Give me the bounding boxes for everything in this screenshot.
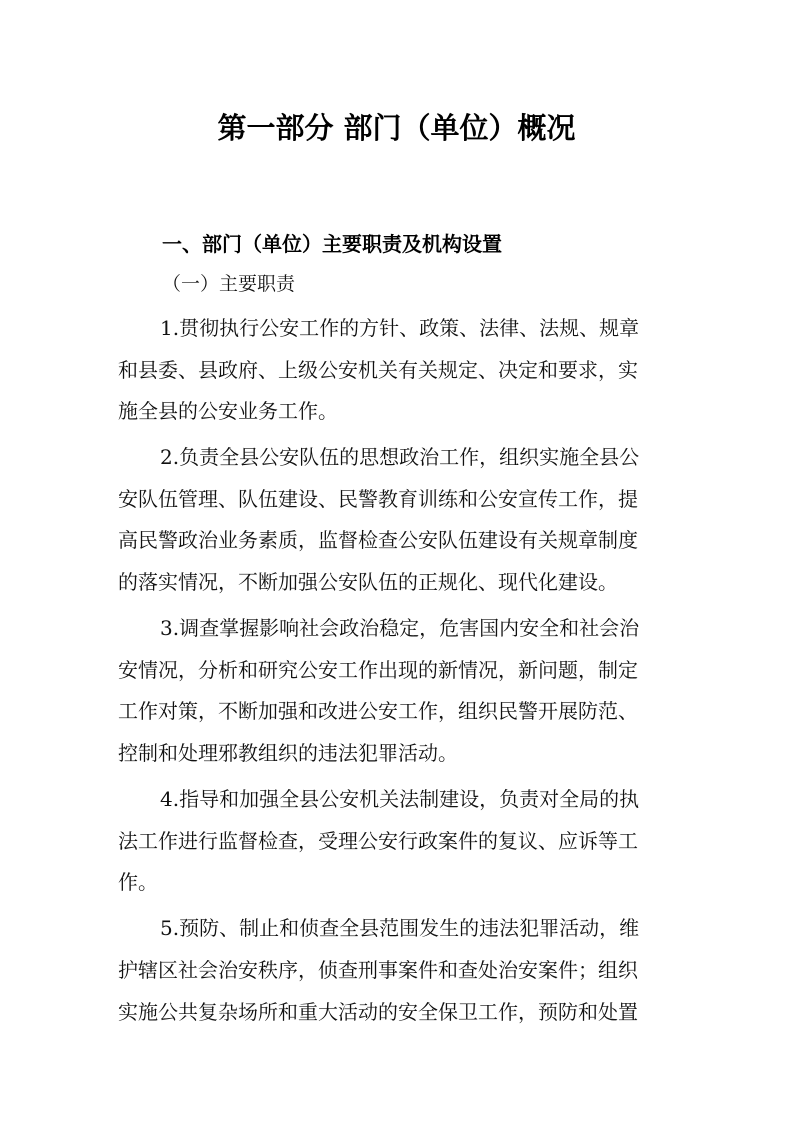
paragraph-line: 和县委、县政府、上级公安机关有关规定、决定和要求，实 — [118, 357, 638, 382]
paragraph-duty-2 — [118, 437, 678, 603]
paragraph-line: 法工作进行监督检查，受理公安行政案件的复议、应诉等工 — [118, 828, 638, 853]
paragraph-line: 1.贯彻执行公安工作的方针、政策、法律、法规、规章 — [160, 316, 640, 340]
paragraph-line: 护辖区社会治安秩序，侦查刑事案件和查处治安案件；组织 — [118, 957, 638, 982]
page-title: 第一部分 部门（单位）概况 — [217, 111, 576, 145]
paragraph-line: 工作对策，不断加强和改进公安工作，组织民警开展防范、 — [118, 699, 638, 724]
paragraph-line: 施全县的公安业务工作。 — [118, 399, 338, 424]
paragraph-line: 4.指导和加强全县公安机关法制建设，负责对全局的执 — [160, 787, 640, 812]
paragraph-duty-4 — [118, 779, 678, 904]
paragraph-duty-5 — [118, 908, 678, 1033]
paragraph-line: 2.负责全县公安队伍的思想政治工作，组织实施全县公 — [160, 445, 640, 470]
section-heading: 一、部门（单位）主要职责及机构设置 — [162, 232, 502, 256]
paragraph-line: 安队伍管理、队伍建设、民警教育训练和公安宣传工作，提 — [118, 486, 638, 511]
paragraph-duty-1 — [118, 308, 678, 433]
paragraph-line: 实施公共复杂场所和重大活动的安全保卫工作，预防和处置 — [118, 999, 638, 1024]
paragraph-line: 高民警政治业务素质，监督检查公安队伍建设有关规章制度 — [118, 528, 638, 553]
paragraph-line: 控制和处理邪教组织的违法犯罪活动。 — [118, 740, 458, 765]
paragraph-line: 安情况，分析和研究公安工作出现的新情况，新问题，制定 — [118, 657, 638, 682]
paragraph-line: 3.调查掌握影响社会政治稳定，危害国内安全和社会治 — [160, 616, 640, 641]
paragraph-line: 5.预防、制止和侦查全县范围发生的违法犯罪活动，维 — [160, 916, 640, 941]
subsection-heading: （一）主要职责 — [162, 273, 296, 295]
paragraph-line: 作。 — [118, 870, 158, 895]
paragraph-duty-3 — [118, 608, 678, 774]
paragraph-line: 的落实情况，不断加强公安队伍的正规化、现代化建设。 — [118, 570, 618, 595]
document-body — [118, 308, 678, 1038]
